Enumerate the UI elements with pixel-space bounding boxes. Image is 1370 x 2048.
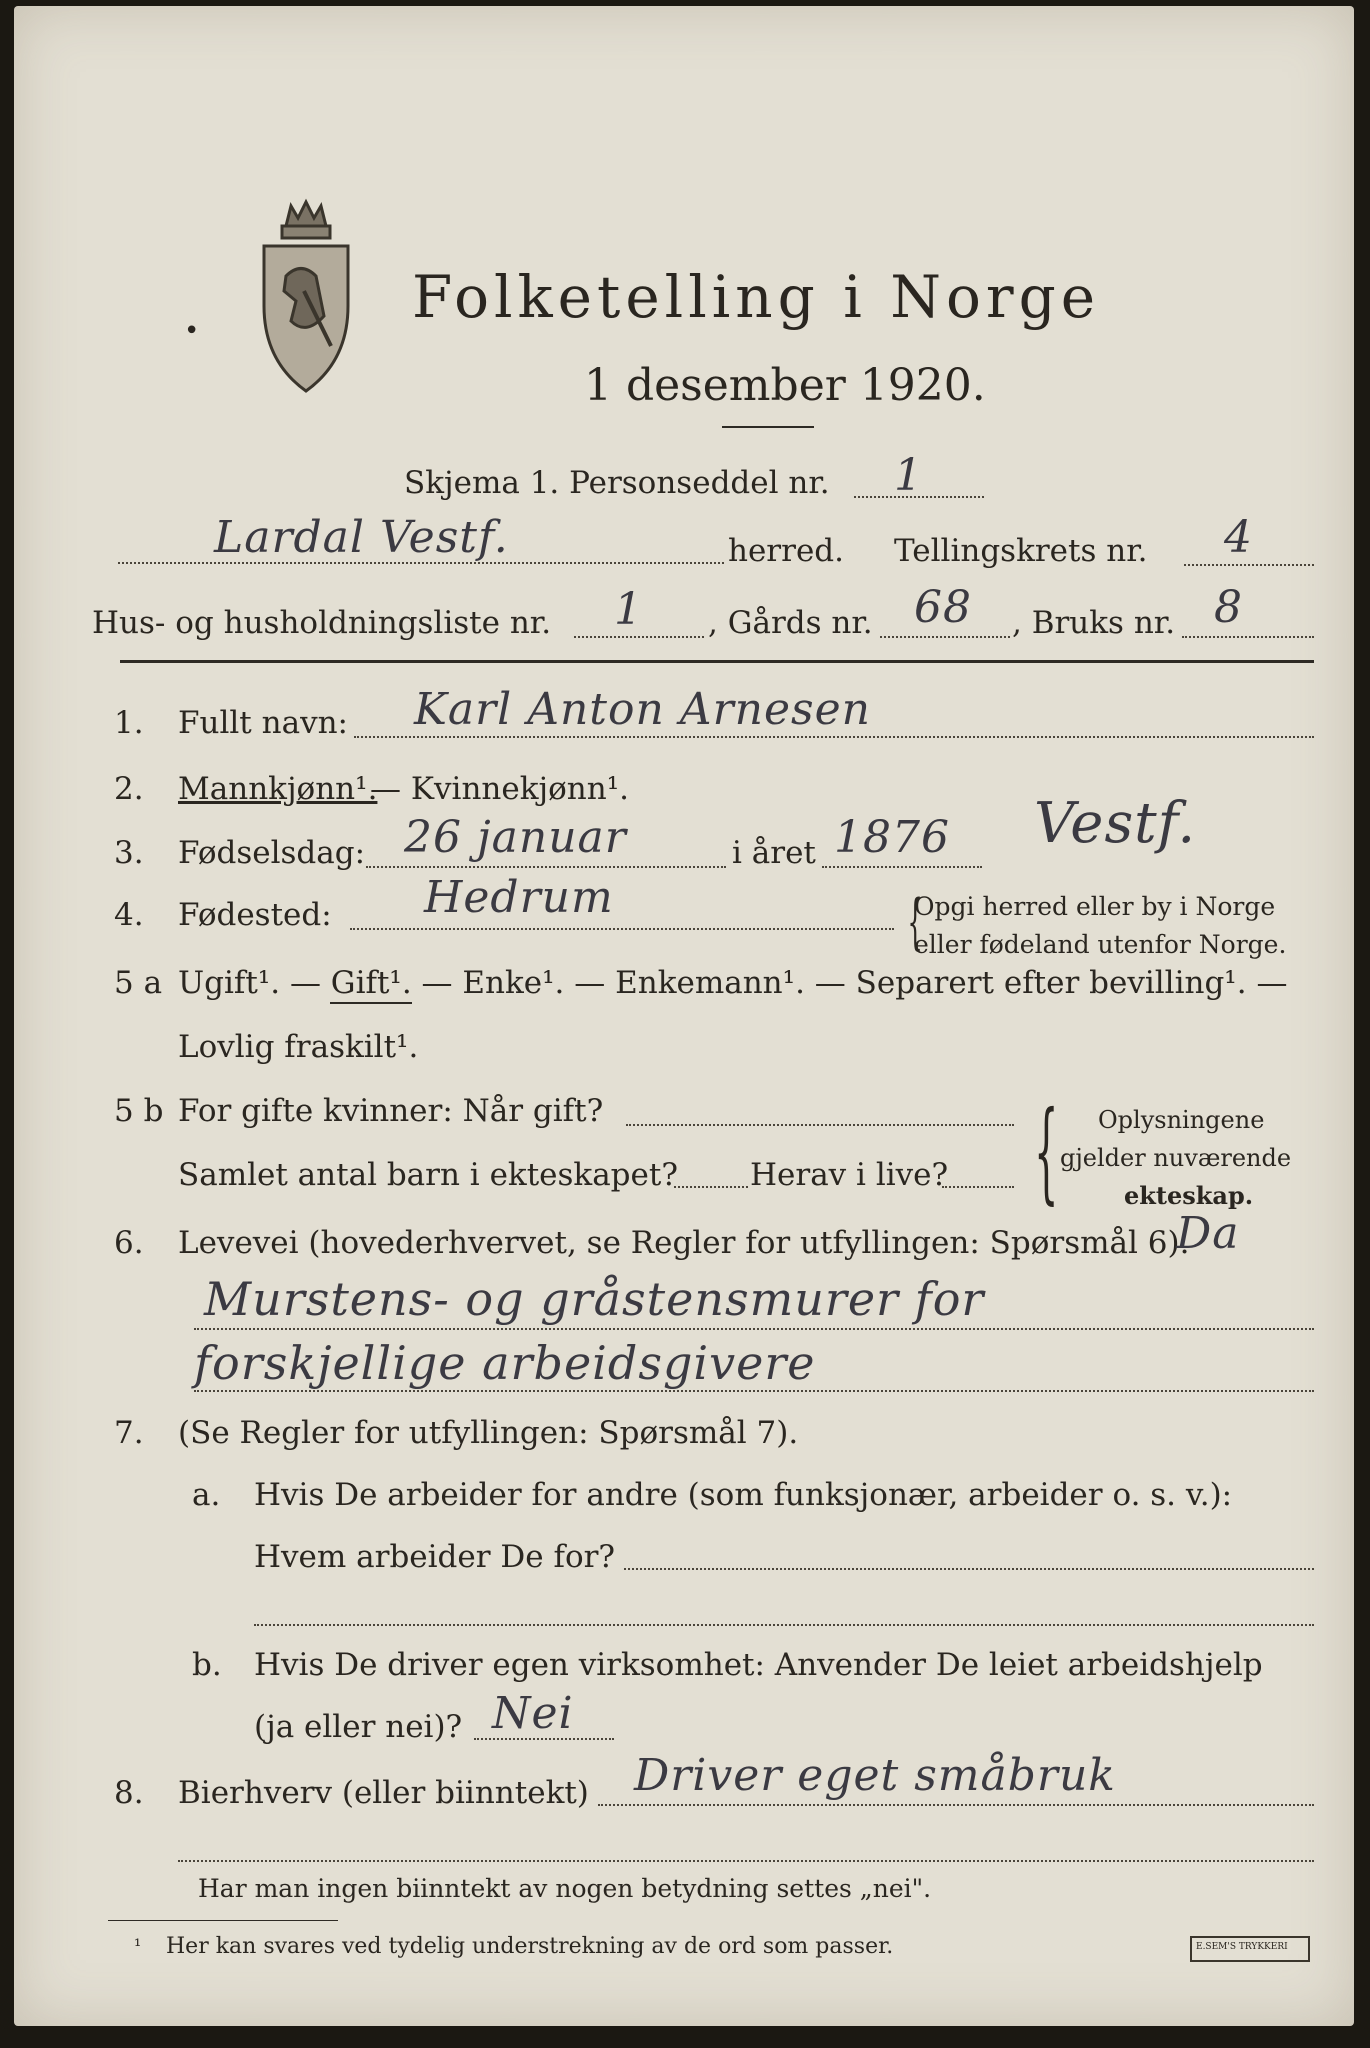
q6-margin-note: Da: [1176, 1208, 1240, 1259]
q5a-options-line2: Lovlig fraskilt¹.: [178, 1029, 419, 1065]
q2-number: 2.: [114, 771, 144, 807]
footnote-text: Her kan svares ved tydelig understrekning av de ord som passer.: [166, 1934, 894, 1959]
q7a-letter: a.: [192, 1477, 221, 1513]
herred-value: Lardal Vestf.: [214, 512, 509, 563]
q3-margin-note: Vestf.: [1034, 791, 1197, 856]
q7b-line2: (ja eller nei)?: [254, 1709, 463, 1745]
q8-answer-line: [598, 1804, 1314, 1806]
q4-note-brace: {: [907, 887, 923, 957]
bruks-label: , Bruks nr.: [1012, 605, 1176, 641]
q3-year-answer: 1876: [834, 812, 950, 863]
q7a-answer-line: [624, 1568, 1314, 1570]
q5b-note-line1: Oplysningene: [1098, 1106, 1265, 1134]
q3-year-line: [822, 866, 982, 868]
husliste-label: Hus- og husholdningsliste nr.: [92, 605, 552, 641]
q8-answer: Driver eget småbruk: [634, 1750, 1116, 1801]
q8-answer-line2: [178, 1860, 1314, 1862]
q7a-answer-line2: [254, 1624, 1314, 1626]
q3-year-label: i året: [732, 835, 816, 871]
q2-male-option: Mannkjønn¹.: [178, 771, 378, 807]
q5b-note-line2: gjelder nuværende: [1060, 1144, 1292, 1172]
form-title: Folketelling i Norge: [412, 263, 1101, 331]
q4-line: [350, 928, 894, 930]
q3-number: 3.: [114, 835, 144, 871]
q5b-line1: For gifte kvinner: Når gift?: [178, 1093, 604, 1129]
q4-note-line1: Opgi herred eller by i Norge: [914, 892, 1276, 921]
q7a-line2: Hvem arbeider De for?: [254, 1539, 616, 1575]
tellingskrets-label: Tellingskrets nr.: [894, 533, 1148, 569]
q5b-children-line: [674, 1186, 748, 1188]
norwegian-coat-of-arms-icon: [246, 196, 366, 396]
q5b-note-brace: {: [1034, 1087, 1059, 1215]
q5a-number: 5 a: [114, 965, 163, 1001]
q5b-number: 5 b: [114, 1093, 164, 1129]
q3-day-answer: 26 januar: [404, 812, 627, 863]
tellingskrets-line: [1184, 564, 1314, 566]
q5b-married-line: [626, 1124, 1014, 1126]
q3-label: Fødselsdag:: [178, 835, 366, 871]
q7b-line1: Hvis De driver egen virksomhet: Anvender De leiet arbeidshjelp: [254, 1647, 1263, 1683]
q5a-options: Ugift¹. — Gift¹. — Enke¹. — Enkemann¹. — Separert efter bevilling¹. —: [178, 965, 1288, 1001]
tellingskrets-value: 4: [1224, 512, 1253, 563]
q3-day-line: [366, 866, 726, 868]
q8-label: Bierhverv (eller biinntekt): [178, 1775, 589, 1811]
census-form-sheet: [14, 6, 1354, 2026]
q1-answer: Karl Anton Arnesen: [414, 684, 871, 735]
husliste-line: [574, 636, 704, 638]
q4-note-line2: eller fødeland utenfor Norge.: [914, 930, 1287, 959]
q7-label: (Se Regler for utfyllingen: Spørsmål 7).: [178, 1415, 799, 1451]
q6-answer-line2: forskjellige arbeidsgivere: [194, 1336, 816, 1390]
gards-label: , Gårds nr.: [708, 605, 873, 641]
q7b-letter: b.: [192, 1647, 222, 1683]
schema-label: Skjema 1. Personseddel nr.: [404, 465, 830, 501]
husliste-value: 1: [614, 584, 643, 635]
header-divider: [722, 426, 814, 428]
bullet-mark: •: [184, 316, 200, 346]
q7b-answer: Nei: [492, 1688, 574, 1739]
q6-line2: [194, 1390, 1314, 1392]
q5b-alive-label: Herav i live?: [750, 1157, 949, 1193]
q7a-line1: Hvis De arbeider for andre (som funksjonær, arbeider o. s. v.):: [254, 1477, 1233, 1513]
q4-answer: Hedrum: [424, 872, 614, 923]
q4-number: 4.: [114, 897, 144, 933]
personseddel-value: 1: [894, 450, 923, 501]
footer-divider: [108, 1920, 338, 1921]
footer-note: Har man ingen biinntekt av nogen betydning settes „nei".: [198, 1874, 932, 1903]
bruks-line: [1182, 636, 1314, 638]
q8-number: 8.: [114, 1775, 144, 1811]
q5b-note-line3: ekteskap.: [1124, 1181, 1254, 1210]
bruks-value: 8: [1214, 582, 1243, 633]
q6-answer-line1: Murstens- og gråstensmurer for: [204, 1272, 985, 1326]
gards-value: 68: [914, 582, 972, 633]
q7-number: 7.: [114, 1415, 144, 1451]
q2-female-option: — Kvinnekjønn¹.: [370, 771, 629, 807]
herred-label: herred.: [728, 533, 844, 569]
q5b-alive-line: [942, 1186, 1014, 1188]
q6-label: Levevei (hovederhvervet, se Regler for utfyllingen: Spørsmål 6).: [178, 1225, 1190, 1261]
q4-label: Fødested:: [178, 897, 332, 933]
q1-number: 1.: [114, 705, 144, 741]
q1-line: [354, 736, 1314, 738]
q6-number: 6.: [114, 1225, 144, 1261]
section-divider: [120, 660, 1314, 663]
census-date: 1 desember 1920.: [584, 360, 986, 411]
q5a-gift-underline: [330, 1002, 412, 1004]
printer-stamp: E.SEM'S TRYKKERI: [1190, 1936, 1310, 1962]
gards-line: [880, 636, 1010, 638]
q1-label: Fullt navn:: [178, 705, 348, 741]
q5b-children-label: Samlet antal barn i ekteskapet?: [178, 1157, 678, 1193]
footnote-mark: ¹: [134, 1936, 142, 1957]
q6-line1: [194, 1328, 1314, 1330]
